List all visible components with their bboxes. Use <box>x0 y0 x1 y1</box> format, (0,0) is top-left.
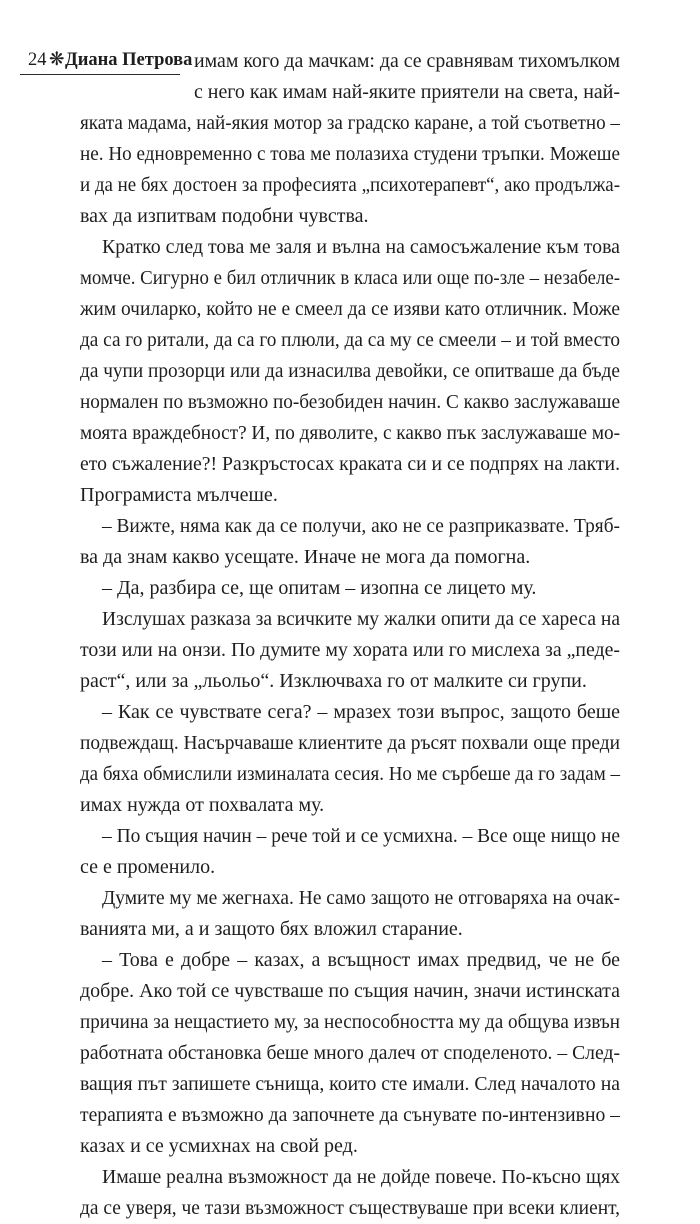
text-line: този или на онзи. По думите му хората или го мислеха за „педе- <box>80 639 620 661</box>
text-line: имах нужда от похвалата му. <box>80 794 325 816</box>
text-line: – Да, разбира се, ще опитам – изопна се лицето му. <box>102 577 537 599</box>
text-line: имам кого да мачкам: да се сравнявам тихомълком <box>194 50 620 72</box>
text-line: Кратко след това ме заля и вълна на самосъжаление към това <box>102 236 620 258</box>
text-line: ето съжаление?! Разкръстосах краката си и се подпрях на лакти. <box>80 453 620 475</box>
text-line: – Как се чувствате сега? – мразех този въпрос, защото беше <box>102 701 620 723</box>
text-line: – Това е добре – казах, а всъщност имах предвид, че не бе <box>102 949 620 971</box>
text-line: – По същия начин – рече той и се усмихна. – Все още нищо не <box>102 825 620 847</box>
text-line: вах да изпитвам подобни чувства. <box>80 205 369 227</box>
text-line: нормален по възможно по-безобиден начин. С какво заслужаваше <box>80 391 620 413</box>
text-line: – Вижте, няма как да се получи, ако не се разприказвате. Тряб- <box>102 515 620 537</box>
text-line: Думите му ме жегнаха. Не само защото не отговаряха на очак- <box>102 887 620 909</box>
text-line: не. Но едновременно с това ме полазиха студени тръпки. Можеше <box>80 143 620 165</box>
text-line: подвеждащ. Насърчаваше клиентите да ръсят похвали още преди <box>80 732 620 754</box>
text-line: да чупи прозорци или да изнасилва девойки, се опитваше да бъде <box>80 360 620 382</box>
text-line: казах и се усмихнах на свой ред. <box>80 1135 358 1157</box>
text-line: да бяха обмислили изминалата сесия. Но ме сърбеше да го задам – <box>80 763 620 785</box>
text-line: се е променило. <box>80 856 216 878</box>
author-name: Диана Петрова <box>65 50 193 70</box>
text-line: моята враждебност? И, по дяволите, с какво пък заслужаваше мо- <box>80 422 620 444</box>
text-line: жим очиларко, който не е смеел да се изяви като отличник. Може <box>80 298 620 320</box>
text-line: да са го ритали, да са го плюли, да са му се смеели – и той вместо <box>80 329 620 351</box>
text-line: Изслушах разказа за всичките му жалки опити да се хареса на <box>102 608 620 630</box>
text-line: ва да знам какво усещате. Иначе не мога да помогна. <box>80 546 531 568</box>
text-line: и да не бях достоен за професията „психотерапевт“, ако продължа- <box>80 174 620 196</box>
text-line: причина за нещастието му, за неспособността му да общува извън <box>80 1011 620 1033</box>
text-line: Имаше реална възможност да не дойде повече. По-късно щях <box>102 1166 620 1188</box>
text-line: момче. Сигурно е бил отличник в класа или още по-зле – незабеле- <box>80 267 620 289</box>
body-text <box>80 46 620 1224</box>
text-line: ващия път запишете сънища, които сте имали. След началото на <box>80 1073 620 1095</box>
text-line: работната обстановка беше много далеч от споделеното. – След- <box>80 1042 620 1064</box>
text-line: с него как имам най-яките приятели на света, най- <box>194 81 620 103</box>
text-line: добре. Ако той се чувстваше по същия начин, значи истинската <box>80 980 620 1002</box>
text-line: ванията ми, а и защото бях вложил старание. <box>80 918 463 940</box>
text-line: раст“, или за „льольо“. Изключваха го от малките си групи. <box>80 670 587 692</box>
text-line: яката мадама, най-якия мотор за градско каране, а той съответно – <box>80 112 620 134</box>
text-line: да се уверя, че тази възможност съществуваше при всеки клиент, <box>80 1197 620 1219</box>
text-line: Програмиста мълчеше. <box>80 484 278 506</box>
ornament-icon: ❋ <box>49 50 65 70</box>
page-number: 24 <box>28 50 47 70</box>
text-line: терапията е възможно да започнете да сънувате по-интензивно – <box>80 1104 620 1126</box>
